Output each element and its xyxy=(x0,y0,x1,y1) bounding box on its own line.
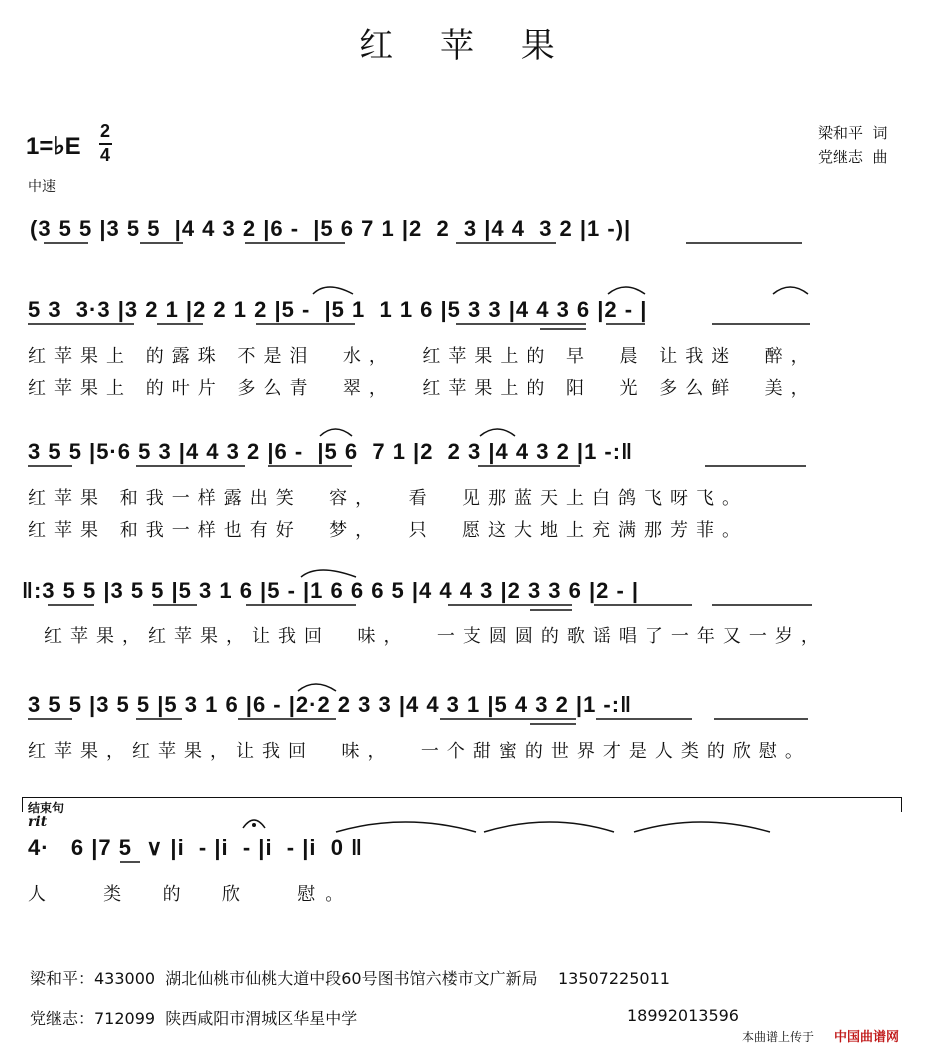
key-signature: 1=♭E xyxy=(26,133,81,160)
ending-notation: 4· 6 |7 5 ∨ |i - |i - |i - |i 0 ‖ xyxy=(28,835,364,860)
ending-lyrics: 人 类 的 欣 慰。 xyxy=(28,884,354,905)
notation-line-3: 3 5 5 |5·6 5 3 |4 4 3 2 |6 - |5 6 7 1 |2 2 3 |4 4 3 2 |1 -:‖ xyxy=(28,439,634,464)
slur-mark xyxy=(313,287,353,294)
notation-line-5: 3 5 5 |3 5 5 |5 3 1 6 |6 - |2·2 2 3 3 |4 4 3 1 |5 4 3 2 |1 -:‖ xyxy=(28,692,633,717)
lyric-line-5: 红苹果，红苹果，让我回 味， 一个甜蜜的世界才是人类的欣慰。 xyxy=(28,741,811,762)
lyric-line-3b: 红苹果 和我一样也有好 梦， 只 愿这大地上充满那芳菲。 xyxy=(28,520,749,541)
ritardando-marking: rit xyxy=(28,814,48,830)
footer-contact-composer: 党继志：712099 陕西咸阳市渭城区华星中学 xyxy=(30,1009,358,1028)
notation-line-1: (3 5 5 |3 5 5 |4 4 3 2 |6 - |5 6 7 1 |2 2 3 |4 4 3 2 |1 -)| xyxy=(30,216,632,241)
notation-line-4: ‖:3 5 5 |3 5 5 |5 3 1 6 |5 - |1 6 6 6 5 |4 4 4 3 |2 3 3 6 |2 - | xyxy=(22,578,640,603)
lyric-line-4: 红苹果，红苹果，让我回 味， 一支圆圆的歌谣唱了一年又一岁， xyxy=(44,626,827,647)
footer-contact-lyricist: 梁和平：433000 湖北仙桃市仙桃大道中段60号图书馆六楼市文广新局 13507225011 xyxy=(30,969,670,988)
upload-note: 本曲谱上传于 xyxy=(742,1030,815,1044)
fermata-dot xyxy=(252,823,256,827)
tempo-marking: 中速 xyxy=(28,179,56,195)
footer-phone-composer: 18992013596 xyxy=(627,1006,739,1025)
lyric-line-3a: 红苹果 和我一样露出笑 容， 看 见那蓝天上白鸽飞呀飞。 xyxy=(28,488,749,509)
slur-mark xyxy=(608,287,645,294)
tie-mark xyxy=(484,822,614,832)
ending-label: 结束句 xyxy=(28,801,65,815)
lyric-line-2b: 红苹果上 的叶片 多么青 翠， 红苹果上的 阳 光 多么鲜 美， xyxy=(28,378,817,399)
notation-line-2: 5 3 3·3 |3 2 1 |2 2 1 2 |5 - |5 1 1 1 6 |5 3 3 |4 4 3 6 |2 - | xyxy=(28,297,648,322)
site-logo[interactable]: 中国曲谱网 xyxy=(834,1030,900,1045)
tie-mark xyxy=(634,822,770,832)
composer-credit: 党继志 曲 xyxy=(818,148,888,166)
lyricist-credit: 梁和平 词 xyxy=(818,124,888,142)
time-signature-bottom: 4 xyxy=(100,145,111,165)
slur-mark xyxy=(320,429,352,436)
song-title: 红 苹 果 xyxy=(359,26,573,66)
lyric-line-2a: 红苹果上 的露珠 不是泪 水， 红苹果上的 早 晨 让我迷 醉， xyxy=(28,346,817,367)
slur-mark xyxy=(301,570,356,577)
time-signature-top: 2 xyxy=(100,121,111,141)
tie-mark xyxy=(336,822,476,832)
slur-mark xyxy=(773,287,808,294)
slur-mark xyxy=(480,429,515,436)
slur-mark xyxy=(298,684,336,691)
